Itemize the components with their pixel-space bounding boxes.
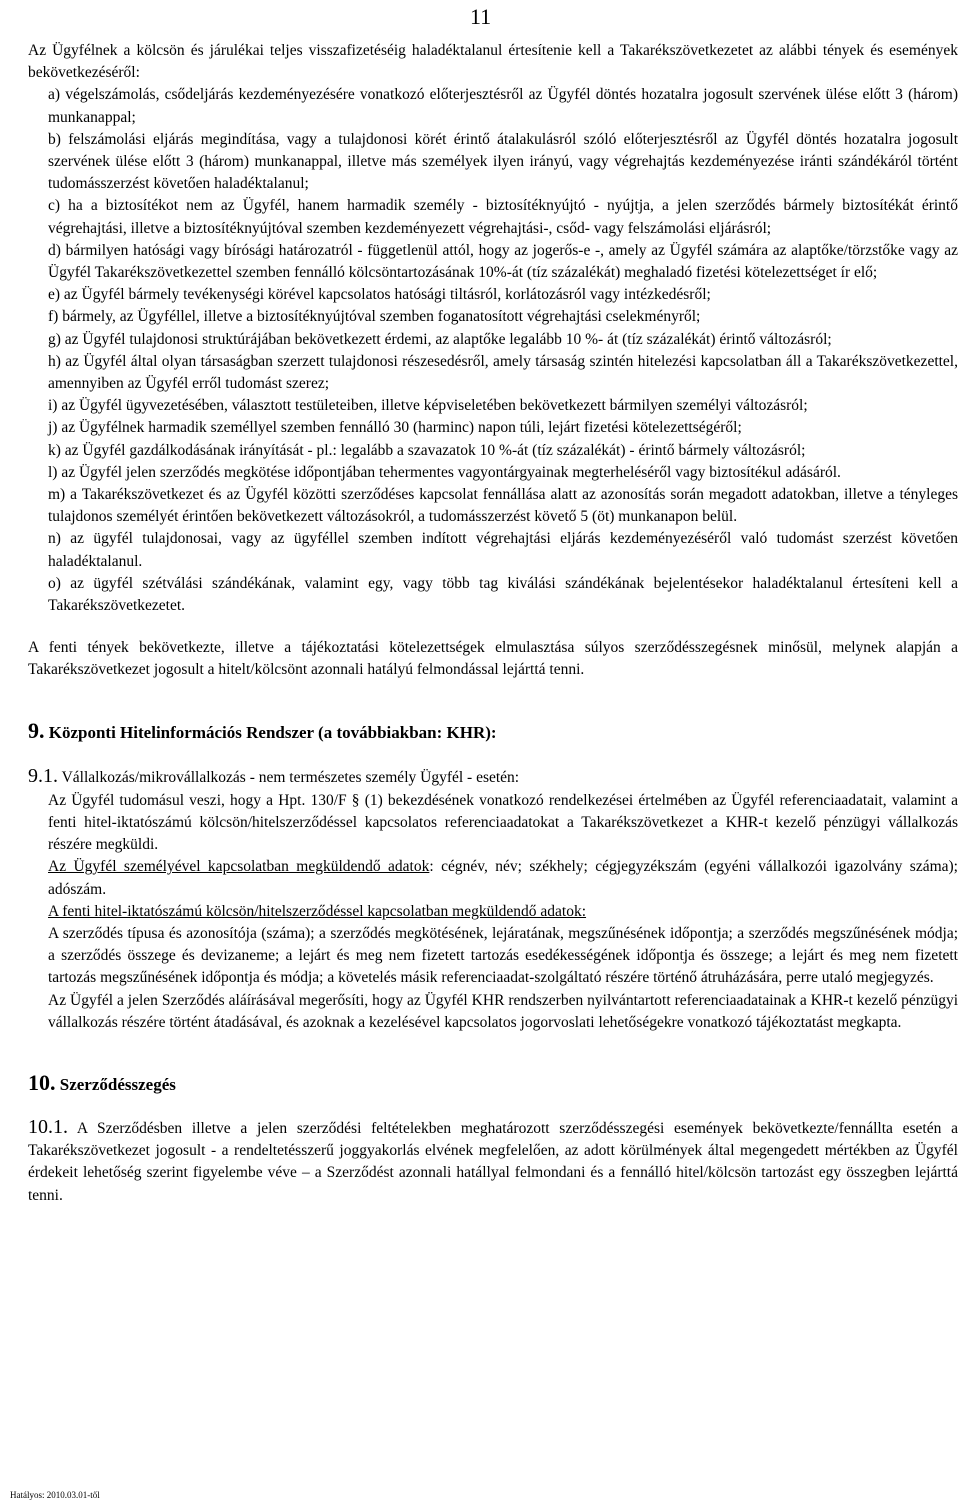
list-item: n) az ügyfél tulajdonosai, vagy az ügyféllel szemben indított végrehajtási eljárás kezdeményezéséről való tudomást szerzést követően haladéktalanul. — [48, 530, 958, 570]
khr-client-data-text: : cégnév, név; székhely; cégjegyzékszám (egyéni vállalkozói igazolvány száma); adószám. — [48, 858, 958, 898]
section-9-1-heading — [28, 764, 958, 790]
section-10-heading — [28, 1070, 958, 1098]
list-item: j) az Ügyfélnek harmadik személlyel szemben fennálló 30 (harminc) napon túli, lejárt fizetési kötelezettségéről; — [48, 419, 742, 437]
list-item: m) a Takarékszövetkezet és az Ügyfél közötti szerződéses kapcsolat fennállása alatt az azonosítás során megadott adatokban, illetve a tényleges tulajdonos személyét érintően bekövetkezett változásokról, a tudomásszerzést követő 5 (öt) munkanapon belül. — [48, 486, 958, 526]
section-9-heading — [28, 718, 958, 746]
khr-client-data-paragraph — [48, 856, 958, 900]
list-item: i) az Ügyfél ügyvezetésében, választott testületeiben, illetve képviseletében bekövetkezett bármilyen személyi változásról; — [48, 397, 808, 415]
intro-paragraph: Az Ügyfélnek a kölcsön és járulékai teljes visszafizetéséig haladéktalanul értesítenie kell a Takarékszövetkezetet az alábbi tények és események bekövetkezéséről: — [28, 42, 958, 82]
list-item: e) az Ügyfél bármely tevékenységi körével kapcsolatos hatósági tiltásról, korlátozásról vagy intézkedésről; — [48, 286, 711, 304]
khr-paragraph: Az Ügyfél tudomásul veszi, hogy a Hpt. 130/F § (1) bekezdésének vonatkozó rendelkezései értelmében az Ügyfél referenciaadatait, valamint a fenti hitel-iktatószámú kölcsön/hitelszerződéssel kapcsolatos referenciaadatokat a Takarékszövetkezet a KHR-t kezelő pénzügyi vállalkozás részére megküldi. — [48, 791, 958, 854]
section-9-number: 9. — [28, 717, 45, 743]
closing-paragraph: A fenti tények bekövetkezte, illetve a tájékoztatási kötelezettségek elmulasztása súlyos szerződésszegésnek minősül, melynek alapján a Takarékszövetkezet jogosult a hitelt/kölcsönt azonnali hatályú felmondással lejárttá tenni. — [28, 639, 958, 679]
list-item: h) az Ügyfél által olyan társaságban szerzett tulajdonosi részesedésről, amely társaság szintén hitelezési kapcsolatban áll a Takarékszövetkezettel, amennyiben az Ügyfél erről tudomást szerez; — [48, 352, 958, 393]
list-item: a) végelszámolás, csődeljárás kezdeményezésére vonatkozó előterjesztésről az Ügyfél döntés hozatalra jogosult szervének ülése előtt 3 (három) munkanappal; — [48, 86, 958, 126]
page-number: 11 — [470, 4, 492, 29]
section-10-number: 10. — [28, 1069, 56, 1095]
document-body — [28, 40, 958, 1207]
khr-contract-data-label: A fenti hitel-iktatószámú kölcsön/hitelszerződéssel kapcsolatban megküldendő adatok: — [48, 902, 587, 920]
section-10-title: Szerződésszegés — [59, 1074, 176, 1094]
list-item: f) bármely, az Ügyféllel, illetve a biztosítéknyújtóval szemben foganatosított végrehajtási cselekményről; — [48, 308, 701, 326]
list-item: g) az Ügyfél tulajdonosi struktúrájában bekövetkezett érdemi, az alaptőke legalább 10 %- át (tíz százalékát) érintő változásról; — [48, 330, 832, 348]
section-9-title: Központi Hitelinformációs Rendszer (a továbbiakban: KHR): — [48, 722, 497, 742]
list-item: b) felszámolási eljárás megindítása, vagy a tulajdonosi körét érintő átalakulásról szóló előterjesztésről az Ügyfél döntés hozatalra jogosult szervének ülése előtt 3 (három) munkanappal, illetve más személyek ilyen irányú, vagy végrehajtás kezdeményezése iránti szándékáról történt tudomásszerzést követően haladéktalanul; — [48, 130, 958, 193]
khr-confirmation-paragraph: Az Ügyfél a jelen Szerződés aláírásával megerősíti, hogy az Ügyfél KHR rendszerben nyilvántartott referenciaadatainak a KHR-t kezelő pénzügyi vállalkozás részére történt átadásával, és azoknak a kezelésével kapcsolatos jogorvoslati lehetőségekre vonatkozó tájékoztatást megkapta. — [48, 991, 958, 1031]
section-9-1-title: Vállalkozás/mikrovállalkozás - nem természetes személy Ügyfél - esetén: — [61, 768, 520, 786]
list-item: k) az Ügyfél gazdálkodásának irányítását - pl.: legalább a szavazatok 10 %-át (tíz százalékát) - érintő bármely változásról; — [48, 441, 806, 459]
khr-contract-data-paragraph: A szerződés típusa és azonosítója (száma); a szerződés megkötésének, lejáratának, megszűnésének időpontja; a szerződés megszűnésének módja; a szerződés összege és devizaneme; a lejárt és meg nem fizetett tartozás esedékességének időpontja és összege; a lejárt és meg nem fizetett tartozás megszűnésének időpontja és módja; a követelés másik referenciaadat-szolgáltató részére történő átruházására, perre utaló megjegyzés. — [48, 924, 958, 987]
list-item: l) az Ügyfél jelen szerződés megkötése időpontjában tehermentes vagyontárgyainak megterheléséről vagy biztosítékul adásáról. — [48, 463, 841, 481]
list-item: o) az ügyfél szétválási szándékának, valamint egy, vagy több tag kiválási szándékának bejelentésekor haladéktalanul értesíteni kell a Takarékszövetkezetet. — [48, 574, 958, 615]
list-item: c) ha a biztosítékot nem az Ügyfél, hanem harmadik személy - biztosítéknyújtó - nyújtja, a jelen szerződés bármely biztosítékát érintő végrehajtási, illetve a biztosítéknyújtóval szemben kezdeményezett végrehajtási-, csőd- vagy felszámolási eljárásról; — [48, 197, 958, 237]
khr-client-data-label: Az Ügyfél személyével kapcsolatban megküldendő adatok — [48, 858, 430, 876]
section-9-1-number: 9.1. — [28, 764, 58, 787]
section-10-1-paragraph — [28, 1116, 958, 1207]
section-10-1-number: 10.1. — [28, 1115, 68, 1138]
section-10-1-text: A Szerződésben illetve a jelen szerződési feltételekben meghatározott szerződésszegési események bekövetkezte/fennállta esetén a Takarékszövetkezet jogosult - a rendeltetésszerű joggyakorlás elvének megfelelően, az adott körülmények által megengedett mértékben az Ügyfél érdekeit lehetőség szerint figyelembe véve – a Szerződést azonnali hatállyal felmondani és a fennálló hitel/kölcsön tartozást egy összegben lejárttá tenni. — [28, 1119, 958, 1204]
list-item: d) bármilyen hatósági vagy bírósági határozatról - függetlenül attól, hogy az jogerős-e -, amely az Ügyfél számára az alaptőke/törzstőke vagy az Ügyfél Takarékszövetkezettel szemben fennálló kölcsöntartozásának 10%-át (tíz százalékát) meghaladó fizetési kötelezettséget ír elő; — [48, 241, 958, 282]
footer-effective-date: Hatályos: 2010.03.01-től — [10, 1490, 100, 1500]
